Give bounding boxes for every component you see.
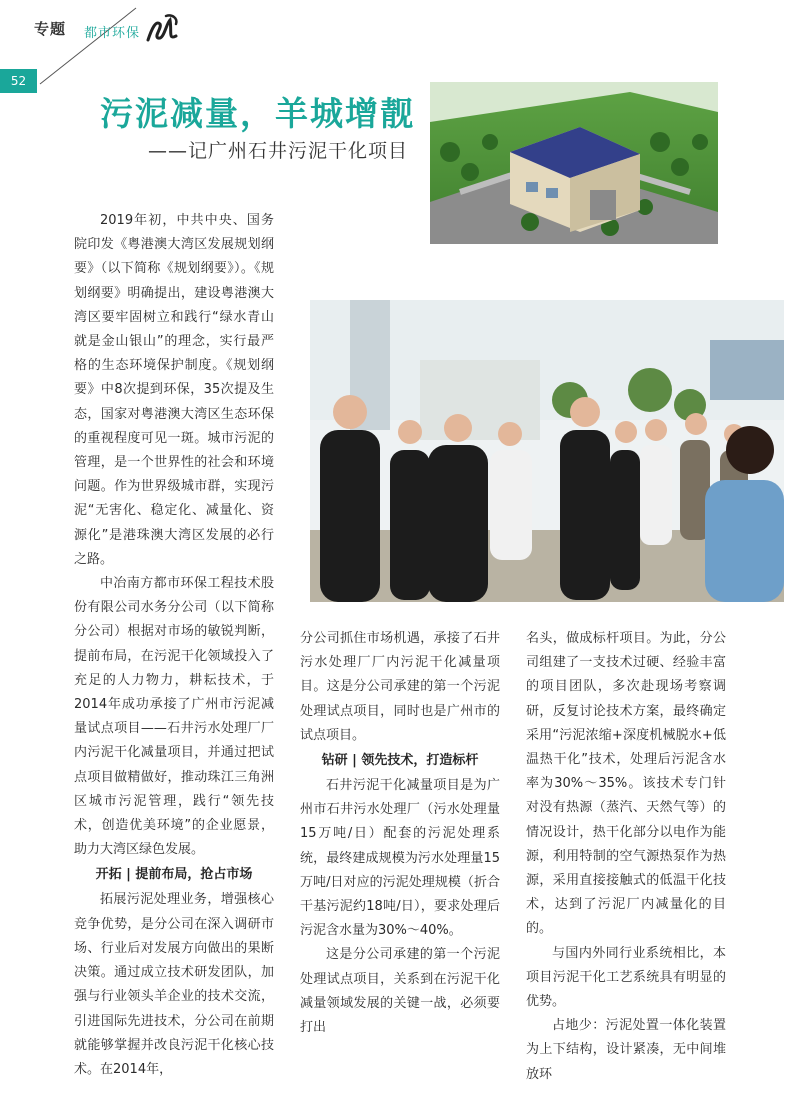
paragraph: 中冶南方都市环保工程技术股份有限公司水务分公司（以下简称分公司）根据对市场的敏锐判断，提前布局，在污泥干化领域投入了充足的人力物力，耕耘技术，于2014年成功承接了广州市污泥减量试点项目——石井污水处理厂厂内污泥干化减量项目，并通过把试点项目做精做好，推动珠江三角洲区城市污泥管理，践行“领先技术，创造优美环境”的企业愿景，助力大湾区绿色发展。 — [74, 576, 274, 858]
site-visit-group-photo — [310, 300, 784, 602]
brush-logo-icon — [142, 10, 182, 50]
article-subtitle: ——记广州石井污泥干化项目 — [148, 140, 409, 162]
paragraph: 名头，做成标杆项目。为此，分公司组建了一支技术过硬、经验丰富的项目团队，多次赴现场考察调研，反复讨论技术方案，最终确定采用“污泥浓缩+深度机械脱水+低温热干化”技术，处理后污泥含水率为30%～35%。该技术专门针对没有热源（蒸汽、天然气等）的情况设计，热干化部分以电作为能源，利用特制的空气源热泵作为热源，采用直接接触式的低温干化技术，达到了污泥厂内减量化的目的。 — [526, 631, 726, 937]
header-divider-line — [38, 6, 141, 86]
paragraph: 占地少：污泥处置一体化装置为上下结构，设计紧凑，无中间堆放环 — [526, 1018, 726, 1082]
column-name: 都市环保 — [84, 26, 141, 41]
building-rendering-photo — [430, 82, 718, 244]
body-column-middle — [300, 627, 500, 1040]
section-heading: 开拓 | 提前布局，抢占市场 — [95, 867, 253, 883]
body-column-left — [74, 209, 274, 1082]
paragraph: 这是分公司承建的第一个污泥处理试点项目，关系到在污泥干化减量领域发展的关键一战，必须要打出 — [300, 947, 500, 1036]
paragraph: 分公司抓住市场机遇，承接了石井污水处理厂厂内污泥干化减量项目。这是分公司承建的第一个污泥处理试点项目，同时也是广州市的试点项目。 — [300, 631, 500, 743]
paragraph: 拓展污泥处理业务，增强核心竞争优势，是分公司在深入调研市场、行业后对发展方向做出的果断决策。通过成立技术研发团队，加强与行业领头羊企业的技术交流，引进国际先进技术，分公司在前期就能够掌握并改良污泥干化核心技术。在2014年， — [74, 892, 274, 1077]
paragraph: 2019年初，中共中央、国务院印发《粤港澳大湾区发展规划纲要》（以下简称《规划纲要》）。《规划纲要》明确提出，建设粤港澳大湾区要牢固树立和践行“绿水青山就是金山银山”的理念，实行最严格的生态环境保护制度。《规划纲要》中8次提到环保，35次提及生态，国家对粤港澳大湾区生态环保的重视程度可见一斑。城市污泥的管理，是一个世界性的社会和环境问题。作为世界级城市群，实现污泥“无害化、稳定化、减量化、资源化”是港珠澳大湾区发展的必行之路。 — [74, 213, 274, 567]
section-label: 专题 — [34, 20, 67, 38]
page-number: 52 — [0, 69, 37, 93]
paragraph: 石井污泥干化减量项目是为广州市石井污水处理厂（污水处理量15万吨/日）配套的污泥处理系统，最终建成规模为污水处理量15万吨/日对应的污泥处理规模（折合干基污泥约18吨/日），要求处理后污泥含水量为30%～40%。 — [300, 778, 500, 939]
section-heading: 钻研 | 领先技术，打造标杆 — [321, 753, 479, 769]
article-title: 污泥减量，羊城增靓 — [100, 94, 415, 133]
paragraph: 与国内外同行业系统相比，本项目污泥干化工艺系统具有明显的优势。 — [526, 945, 726, 1010]
body-column-right — [526, 627, 726, 1087]
